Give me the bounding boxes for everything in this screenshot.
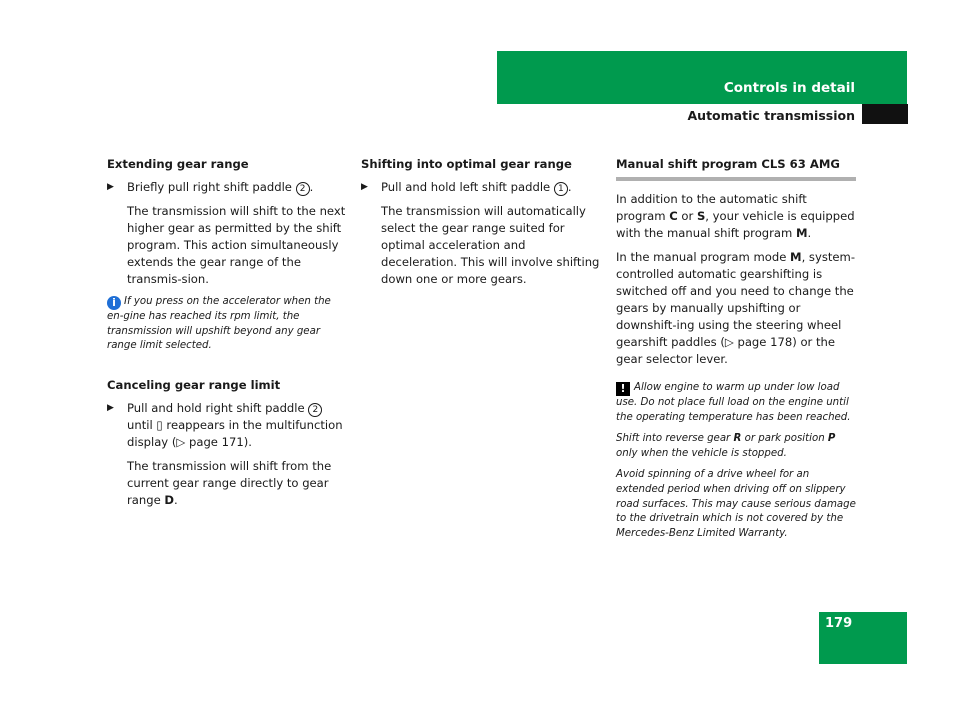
step-pull-and-hold-right: ▶ Pull and hold right shift paddle 2 until ▯ reappears in the multifunction display (▷ page 171). bbox=[107, 400, 343, 449]
warning-icon: ! bbox=[616, 382, 630, 396]
heading-shifting-optimal: Shifting into optimal gear range bbox=[361, 157, 572, 171]
info-note: i If you press on the accelerator when the en-gine has reached its rpm limit, the transmission will upshift beyond any gear range limit selected. bbox=[107, 296, 331, 352]
paddle-number-1: 1 bbox=[554, 182, 568, 196]
bullet-arrow-icon: ▶ bbox=[107, 402, 114, 413]
paddle-number-2: 2 bbox=[308, 403, 322, 417]
heading-canceling-gear-range-limit: Canceling gear range limit bbox=[107, 377, 281, 392]
info-icon: i bbox=[107, 296, 121, 310]
header-tab-marker bbox=[862, 104, 908, 124]
paddle-number-2: 2 bbox=[296, 182, 310, 196]
header-band bbox=[497, 51, 907, 104]
paragraph-extend: The transmission will shift to the next higher gear as permitted by the shift program. This action simultaneously extends the gear range of the transmis-sion. bbox=[127, 204, 346, 286]
warning-note-warmup: ! Allow engine to warm up under low load use. Do not place full load on the engine until the operating temperature has been reached. bbox=[616, 382, 851, 423]
page-number-box bbox=[819, 612, 907, 664]
paragraph-cancel: The transmission will shift from the current gear range directly to gear range D. bbox=[127, 458, 332, 507]
paragraph-optimal: The transmission will automatically select the gear range suited for optimal acceleration and deceleration. This will involve shifting down one or more gears. bbox=[381, 204, 600, 286]
column-1 bbox=[107, 156, 347, 516]
heading-manual-shift-program: Manual shift program CLS 63 AMG bbox=[616, 156, 856, 181]
warning-note-spinning: Avoid spinning of a drive wheel for an extended period when driving off on slippery road surfaces. This may cause serious damage to the drivetrain which is not covered by the Mercedes-Benz Limited Warranty. bbox=[616, 469, 856, 539]
column-2 bbox=[361, 156, 601, 295]
bullet-arrow-icon: ▶ bbox=[361, 182, 368, 192]
page-number: 179 bbox=[825, 616, 853, 631]
step-pull-and-hold-left: ▶ Pull and hold left shift paddle 1 . bbox=[361, 180, 572, 194]
section-title: Controls in detail bbox=[723, 80, 855, 96]
step-briefly-pull: ▶ Briefly pull right shift paddle 2 . bbox=[107, 180, 314, 194]
paragraph-manual-intro: In addition to the automatic shift program C or S, your vehicle is equipped with the manual shift program M. bbox=[616, 192, 855, 240]
heading-extending-gear-range: Extending gear range bbox=[107, 157, 249, 171]
paragraph-manual-mode: In the manual program mode M, system-controlled automatic gearshifting is switched off and you need to change the gears by manually upshifting or downshift-ing using the steering wheel gearshift paddles (▷ page 178) or the gear selector lever. bbox=[616, 250, 856, 366]
bullet-arrow-icon: ▶ bbox=[107, 182, 114, 192]
page-subtitle: Automatic transmission bbox=[687, 108, 855, 123]
warning-note-reverse: Shift into reverse gear R or park position P only when the vehicle is stopped. bbox=[616, 433, 836, 459]
column-3 bbox=[616, 156, 856, 548]
